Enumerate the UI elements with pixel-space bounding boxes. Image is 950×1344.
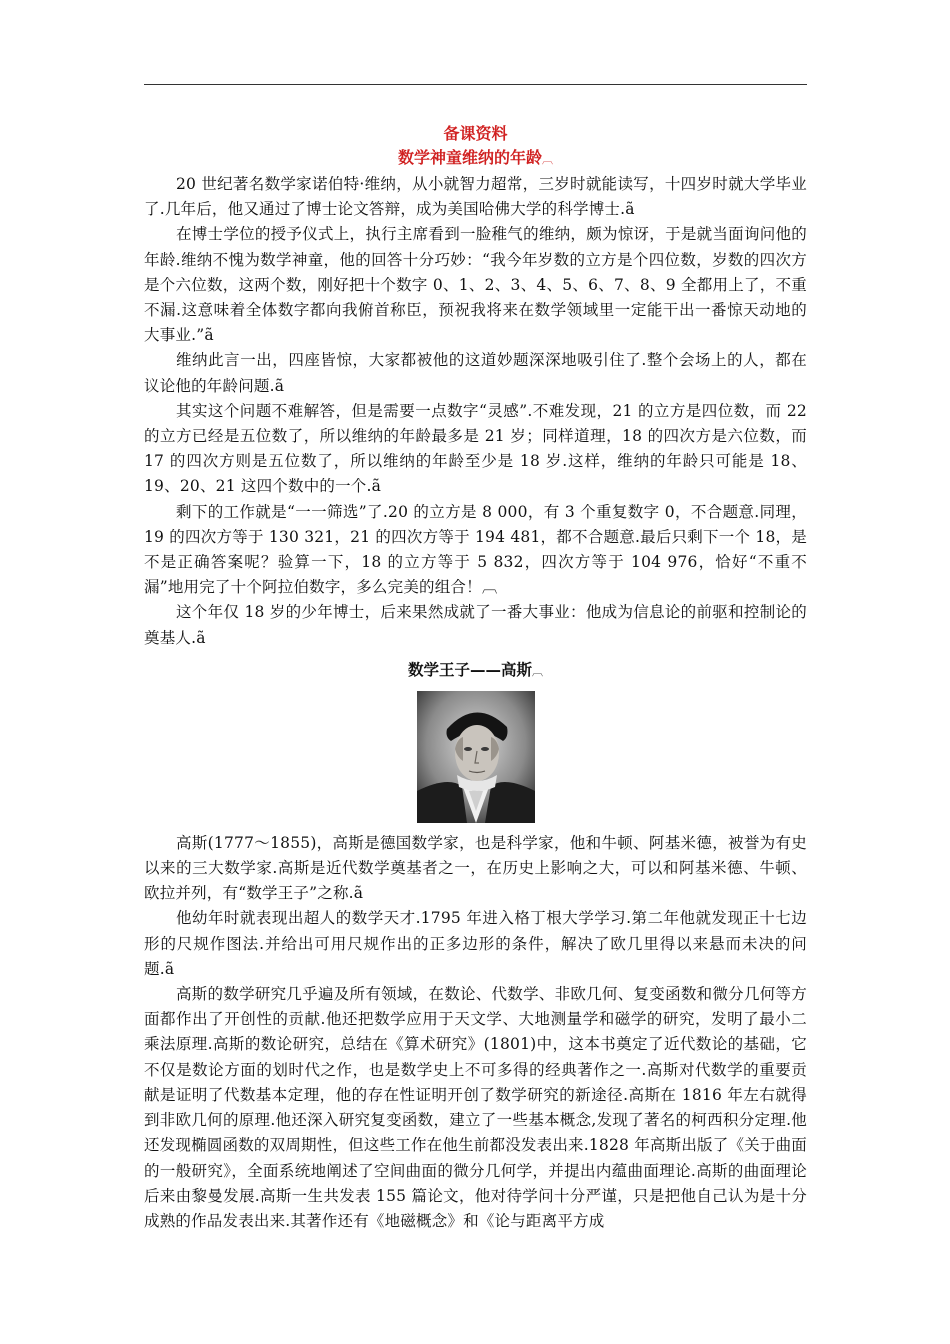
paragraph: 他幼年时就表现出超人的数学天才.1795 年进入格丁根大学学习.第二年他就发现正十七边形的尺规作图法.并给出可用尺规作出的正多边形的条件，解决了欧几里得以来悬而未决的问题.ã xyxy=(144,909,807,978)
article-title-text: 数学神童维纳的年龄 xyxy=(397,148,542,167)
header-rule xyxy=(144,84,807,85)
gauss-portrait-icon xyxy=(417,691,535,823)
paragraph: 在博士学位的授予仪式上，执行主席看到一脸稚气的维纳，颇为惊讶，于是就当面询问他的年龄.维纳不愧为数学神童，他的回答十分巧妙：“我今年岁数的立方是个四位数，岁数的四次方是个六位数，这两个数，刚好把十个数字 0、1、2、3、4、5、6、7、8、9 全都用上了，不重不漏.这意味着全体数字都向我俯首称臣，预祝我将来在数学领域里一定能干出一番惊天动地的大事业.”ã xyxy=(144,225,807,345)
paragraph: 这个年仅 18 岁的少年博士，后来果然成就了一番大事业：他成为信息论的前驱和控制论的奠基人.ã xyxy=(144,603,807,647)
section-title-mark: ︹ xyxy=(532,664,543,678)
article-title xyxy=(144,146,807,172)
paragraph: 高斯(1777～1855)，高斯是德国数学家，也是科学家，他和牛顿、阿基米德，被誉为有史以来的三大数学家.高斯是近代数学奠基者之一，在历史上影响之大，可以和阿基米德、牛顿、欧拉并列，有“数学王子”之称.ã xyxy=(144,833,807,903)
paragraph: 剩下的工作就是“一一筛选”了.20 的立方是 8 000，有 3 个重复数字 0，不合题意.同理，19 的四次方等于 130 321，21 的四次方等于 194 481，都不合题意.最后只剩下一个 18，是不是正确答案呢？验算一下，18 的立方等于 5 832，四次方等于 104 976，恰好“不重不漏”地用完了十个阿拉伯数字，多么完美的组合！︹ xyxy=(144,502,807,597)
section-title-text: 数学王子——高斯 xyxy=(407,660,532,679)
resource-label: 备课资料 xyxy=(443,124,508,143)
section-gauss xyxy=(144,831,807,1234)
portrait-container xyxy=(144,691,807,823)
document-page xyxy=(144,122,807,1234)
paragraph: 20 世纪著名数学家诺伯特·维纳，从小就智力超常，三岁时就能读写，十四岁时就大学毕业了.几年后，他又通过了博士论文答辩，成为美国哈佛大学的科学博士.ã xyxy=(144,175,807,219)
paragraph: 维纳此言一出，四座皆惊，大家都被他的这道妙题深深地吸引住了.整个会场上的人，都在议论他的年龄问题.ã xyxy=(144,351,807,395)
section-title xyxy=(144,659,807,683)
paragraph: 其实这个问题不难解答，但是需要一点数字“灵感”.不难发现，21 的立方是四位数，而 22 的立方已经是五位数了，所以维纳的年龄最多是 21 岁；同样道理，18 的四次方是六位数，而 17 的四次方则是五位数了，所以维纳的年龄至少是 18 岁.这样，维纳的年龄只可能是 18、19、20、21 这四个数中的一个.ã xyxy=(144,401,807,496)
section-wiener xyxy=(144,172,807,651)
paragraph: 高斯的数学研究几乎遍及所有领域，在数论、代数学、非欧几何、复变函数和微分几何等方面都作出了开创性的贡献.他还把数学应用于天文学、大地测量学和磁学的研究，发明了最小二乘法原理.高斯的数论研究，总结在《算术研究》(1801)中，这本书奠定了近代数论的基础，它不仅是数论方面的划时代之作，也是数学史上不可多得的经典著作之一.高斯对代数学的重要贡献是证明了代数基本定理，他的存在性证明开创了数学研究的新途径.高斯在 1816 年左右就得到非欧几何的原理.他还深入研究复变函数，建立了一些基本概念,发现了著名的柯西积分定理.他还发现椭圆函数的双周期性，但这些工作在他生前都没发表出来.1828 年高斯出版了《关于曲面的一般研究》，全面系统地阐述了空间曲面的微分几何学，并提出内蕴曲面理论.高斯的曲面理论后来由黎曼发展.高斯一生共发表 155 篇论文，他对待学问十分严谨，只是把他自己认为是十分成熟的作品发表出来.其著作还有《地磁概念》和《论与距离平方成 xyxy=(144,985,807,1230)
title-mark: ︹ xyxy=(542,153,553,166)
